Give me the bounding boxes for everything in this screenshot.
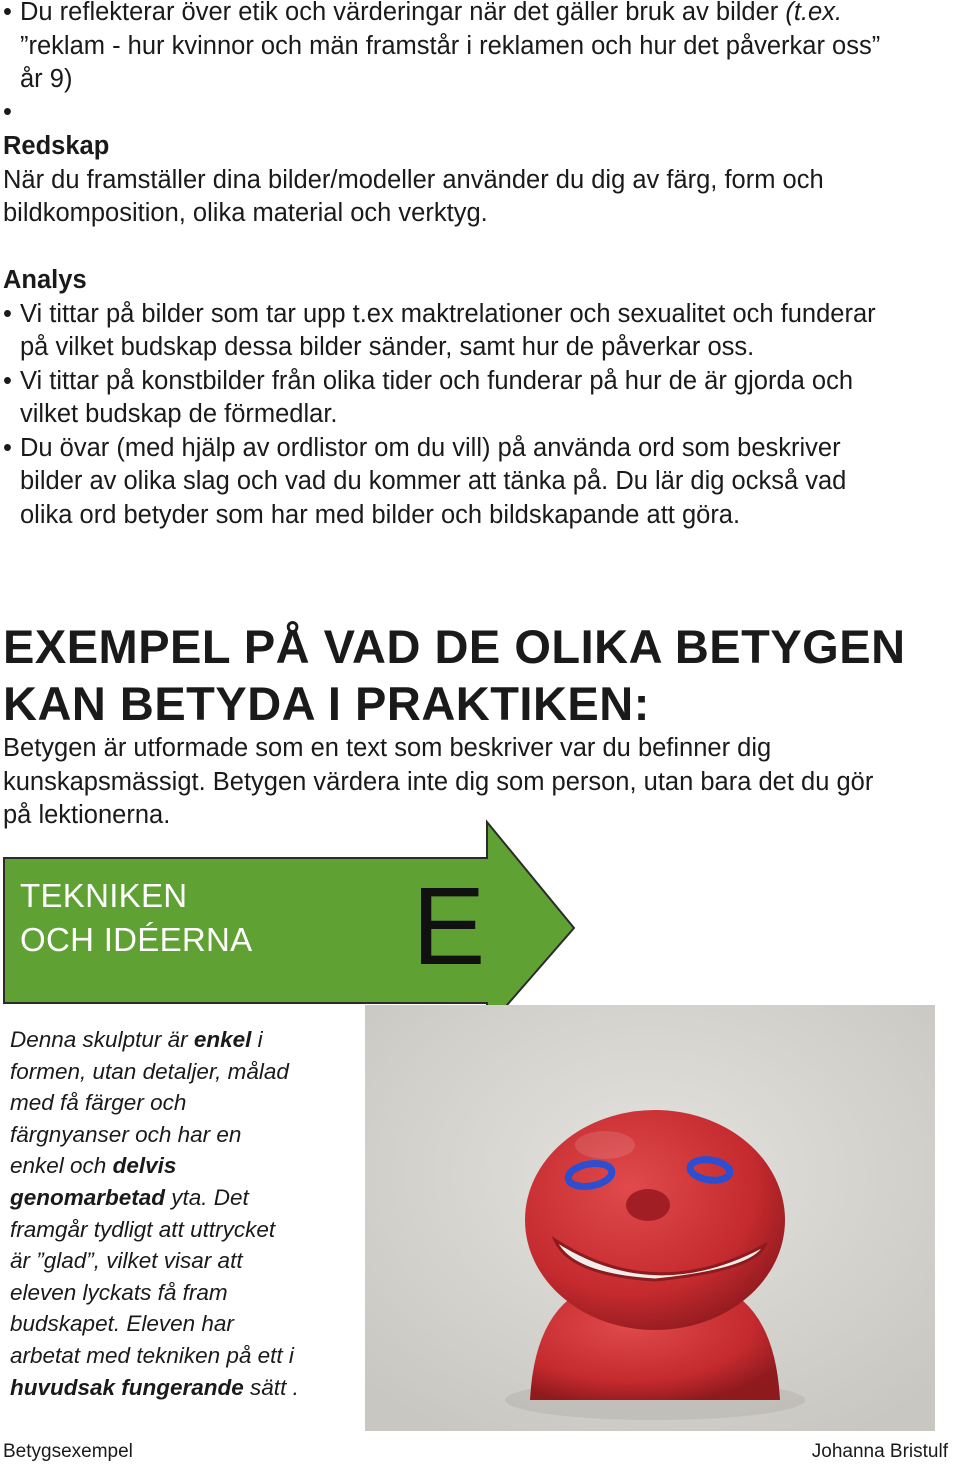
redskap-section (3, 130, 958, 231)
caption-line: budskapet. Eleven har (10, 1311, 234, 1337)
analys-text: på vilket budskap dessa bilder sänder, samt hur de påverkar oss. (20, 333, 755, 361)
analys-item (0, 298, 958, 365)
caption-line: färgnyanser och har en (10, 1121, 242, 1147)
arrow-label (20, 874, 253, 962)
bullet-text: Du reflekterar över etik och värderingar när det gäller bruk av bilder (20, 0, 786, 26)
paragraph-line: på lektionerna. (3, 801, 171, 829)
bullet-dot: • (3, 0, 12, 26)
paragraph-line: Betygen är utformade som en text som beskriver var du befinner dig (3, 734, 772, 762)
sculpture-photo (365, 1005, 935, 1431)
exempel-heading-line: KAN BETYDA I PRAKTIKEN: (3, 677, 650, 730)
footer-right: Johanna Bristulf (811, 1441, 948, 1462)
top-bullet (0, 0, 960, 97)
bullet-dot: • (3, 366, 12, 395)
analys-item (0, 432, 958, 533)
bullet-dot: • (3, 433, 12, 462)
caption-line: framgår tydligt att uttrycket (10, 1216, 276, 1242)
caption-line: formen, utan detaljer, målad (10, 1058, 289, 1084)
caption-line: genomarbetad yta. Det (10, 1184, 249, 1210)
analys-heading: Analys (3, 266, 87, 294)
caption-line: är ”glad”, vilket visar att (10, 1248, 243, 1274)
bullet-etik (0, 0, 960, 97)
bullet-text: ”reklam - hur kvinnor och män framstår i reklamen och hur det påverkar oss” (20, 31, 881, 60)
footer-left: Betygsexempel (3, 1441, 133, 1462)
grade-letter: E (412, 865, 486, 988)
paragraph-line: kunskapsmässigt. Betygen värdera inte dig som person, utan bara det du gör (3, 767, 874, 796)
sculpture-illustration (365, 1005, 935, 1431)
caption-line: eleven lyckats få fram (10, 1279, 228, 1305)
redskap-line: bildkomposition, olika material och verktyg. (3, 199, 488, 227)
bullet-dot: • (3, 299, 12, 328)
analys-item (0, 365, 958, 432)
analys-text: Du övar (med hjälp av ordlistor om du vill) på använda ord som beskriver (20, 433, 841, 462)
exempel-heading-line: EXEMPEL PÅ VAD DE OLIKA BETYGEN (3, 620, 906, 673)
sculpture-caption (10, 1024, 355, 1403)
caption-line: huvudsak fungerande sätt . (10, 1374, 299, 1400)
analys-text: bilder av olika slag och vad du kommer att tänka på. Du lär dig också vad (20, 467, 847, 495)
analys-text: Vi tittar på bilder som tar upp t.ex maktrelationer och sexualitet och funderar (20, 299, 876, 328)
redskap-line: När du framställer dina bilder/modeller använder du dig av färg, form och (3, 165, 824, 194)
arrow-label-line: OCH IDÉERNA (20, 921, 253, 958)
exempel-heading (3, 618, 958, 732)
caption-line: arbetat med tekniken på ett i (10, 1342, 294, 1368)
analys-section (3, 264, 958, 532)
analys-text: olika ord betyder som har med bilder och bildskapande att göra. (20, 500, 741, 529)
analys-text: vilket budskap de förmedlar. (20, 400, 338, 428)
caption-line: enkel och delvis (10, 1153, 177, 1179)
analys-text: Vi tittar på konstbilder från olika tider och funderar på hur de är gjorda och (20, 366, 854, 395)
empty-bullet: • (3, 98, 12, 126)
bullet-text-italic: (t.ex. (785, 0, 843, 26)
bullet-text: år 9) (20, 65, 73, 93)
arrow-label-line: TEKNIKEN (20, 877, 188, 914)
redskap-heading: Redskap (3, 132, 110, 160)
caption-line: med få färger och (10, 1090, 187, 1116)
analys-list (0, 298, 958, 533)
caption-line: Denna skulptur är enkel i (10, 1027, 263, 1052)
